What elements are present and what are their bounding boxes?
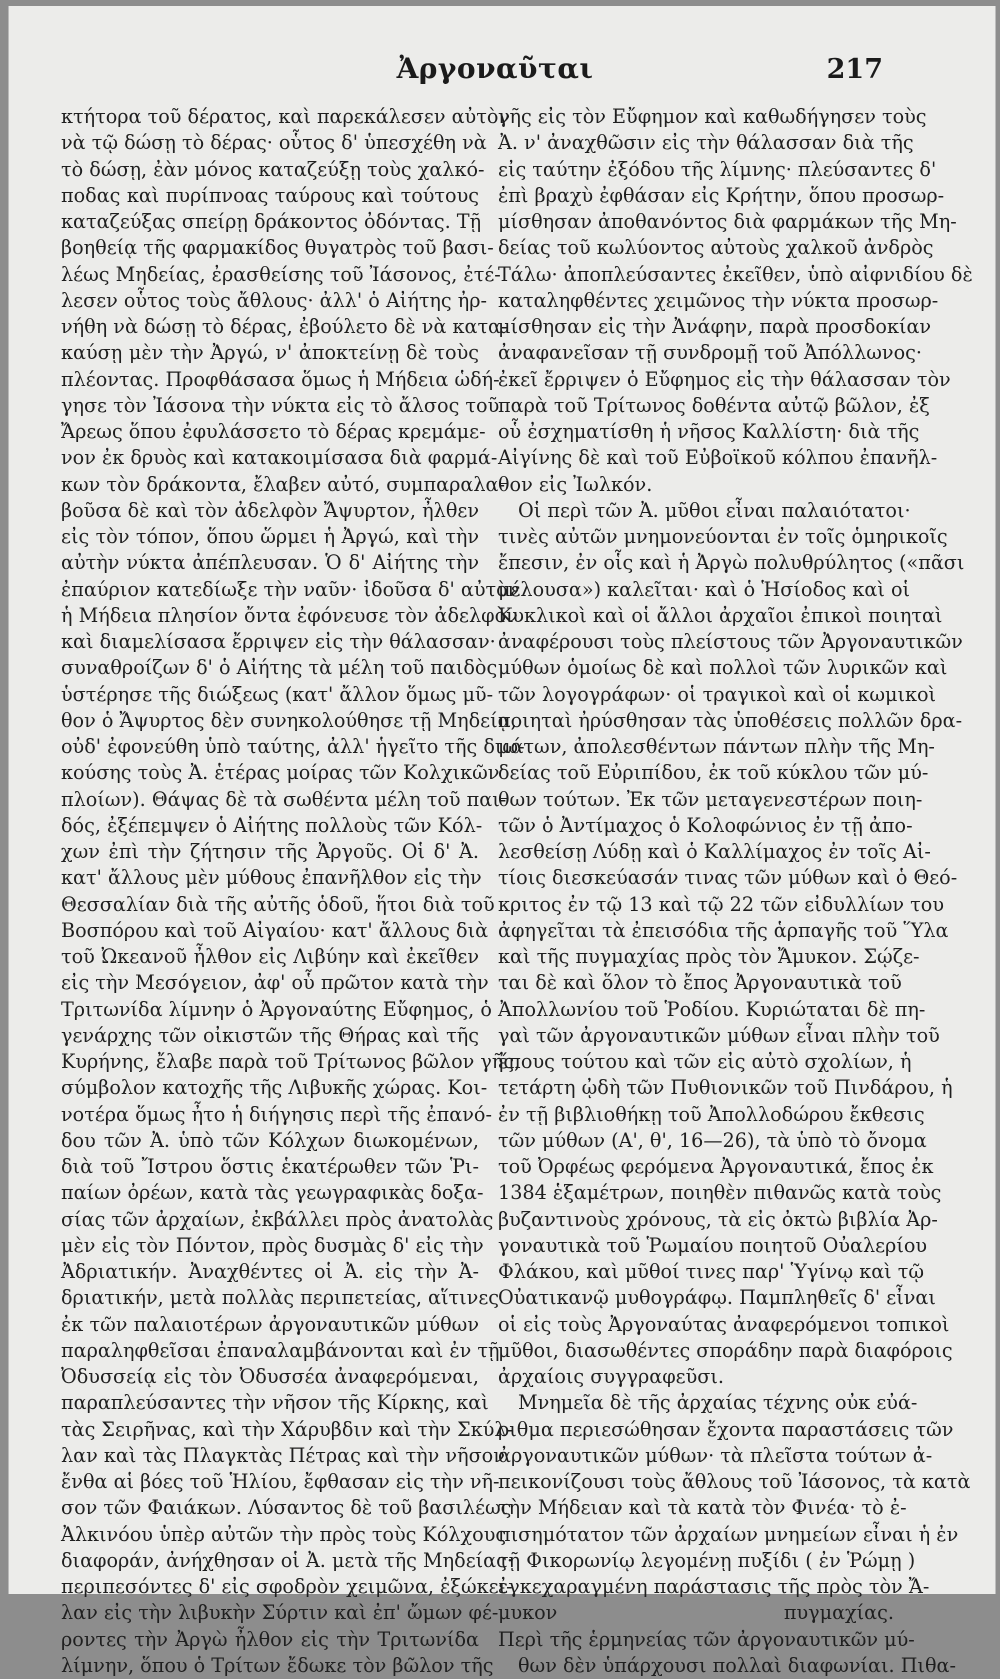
text-line: ἐν τῇ βιβλιοθήκῃ τοῦ Ἀπολλοδώρου ἔκθεσις <box>498 1102 925 1126</box>
text-line: δός, ἐξέπεμψεν ὁ Αἰήτης πολλοὺς τῶν Κόλ- <box>61 813 483 837</box>
text-line: πισημότατον τῶν ἀρχαίων μνημείων εἶναι ἡ ἐν <box>498 1522 959 1546</box>
text-line: τὰς Σειρῆνας, καὶ τὴν Χάρυβδιν καὶ τὴν Σκύλ- <box>61 1417 514 1441</box>
text-line: κατ' ἄλλους μὲν μύθους ἐπανῆλθον εἰς τὴν <box>61 866 482 890</box>
text-line: μάτων, ἀπολεσθέντων πάντων πλὴν τῆς Μη- <box>498 735 935 758</box>
text-line: Ἀπολλωνίου τοῦ Ῥοδίου. Κυριώταται δὲ πη- <box>498 997 926 1021</box>
text-line: Ἀλκινόου ὑπὲρ αὐτῶν τὴν πρὸς τοὺς Κόλχους <box>61 1522 507 1546</box>
text-line: διαφοράν, ἀνήχθησαν οἱ Ἀ. μετὰ τῆς Μηδείας· <box>61 1548 513 1572</box>
text-line: περιπεσόντες δ' εἰς σφοδρὸν χειμῶνα, ἐξώκει- <box>61 1575 513 1598</box>
text-line: μίσθησαν ἀποθανόντος διὰ φαρμάκων τῆς Μη- <box>498 210 957 233</box>
text-line: νοτέρα ὅμως ἦτο ἡ διήγησις περὶ τῆς ἐπανό- <box>61 1102 492 1126</box>
page-header <box>61 44 891 84</box>
text-line: συναθροίζων δ' ὁ Αἰήτης τὰ μέλη τοῦ παιδὸς <box>61 656 498 680</box>
text-line: λίμνην, ὅπου ὁ Τρίτων ἔδωκε τὸν βῶλον τῆς <box>61 1653 494 1677</box>
text-line: οἱ εἰς τοὺς Ἀργοναύτας ἀναφερόμενοι τοπικοὶ <box>498 1312 950 1336</box>
text-line: διὰ τοῦ Ἴστρου ὅστις ἑκατέρωθεν τῶν Ῥι- <box>61 1155 479 1178</box>
text-line: τῶν μύθων (Α', θ', 16—26), τὰ ὑπὸ τὸ ὄνομα <box>498 1128 927 1152</box>
text-line: τῇ Φικορωνίῳ λεγομένῃ πυξίδι ( ἐν Ῥώμῃ ) <box>498 1548 916 1572</box>
text-line: θων τούτων. Ἐκ τῶν μεταγενεστέρων ποιη- <box>498 787 923 811</box>
text-line: νον ἐκ δρυὸς καὶ κατακοιμίσασα διὰ φαρμά- <box>61 446 498 470</box>
text-line: σίας τῶν ἀρχαίων, ἐκβάλλει πρὸς ἀνατολὰς <box>61 1207 494 1231</box>
text-line: Τάλω· ἀποπλεύσαντες ἐκεῖθεν, ὑπὸ αἰφνιδίου δὲ <box>498 262 973 286</box>
text-line: Οἱ περὶ τῶν Ἀ. μῦθοι εἶναι παλαιότατοι· <box>518 498 911 522</box>
text-line: ἐπαύριον κατεδίωξε τὴν ναῦν· ἰδοῦσα δ' αὐτὸν <box>61 577 520 601</box>
right-text-column <box>498 104 973 1679</box>
text-line: εἰς ταύτην ἐξόδου τῆς λίμνης· πλεύσαντες δ' <box>498 157 937 181</box>
text-line: καύσῃ μὲν τὴν Ἀργώ, ν' ἀποκτείνῃ δὲ τοὺς <box>61 341 479 365</box>
page-number: 217 <box>826 54 883 85</box>
text-line: ριθμα περιεσώθησαν ἔχοντα παραστάσεις τῶν <box>498 1417 954 1441</box>
text-line: οὐδ' ἐφονεύθη ὑπὸ ταύτης, ἀλλ' ἡγεῖτο τῆς διω- <box>61 735 525 758</box>
text-line: λεσθείσῃ Λύδῃ καὶ ὁ Καλλίμαχος ἐν τοῖς Αἰ- <box>498 840 931 863</box>
text-line: ἐπὶ βραχὺ ἐφθάσαν εἰς Κρήτην, ὅπου προσωρ- <box>498 183 945 207</box>
text-line: γοναυτικὰ τοῦ Ῥωμαίου ποιητοῦ Οὐαλερίου <box>498 1233 928 1257</box>
text-line: Ὀδυσσείᾳ εἰς τὸν Ὀδυσσέα ἀναφερόμεναι, <box>61 1365 479 1388</box>
text-line: ἔπεσιν, ἐν οἷς καὶ ἡ Ἀργὼ πολυθρύλητος («πᾶσι <box>498 551 965 575</box>
text-line: πεικονίζουσι τοὺς ἄθλους τοῦ Ἰάσονος, τὰ κατὰ <box>498 1470 971 1493</box>
text-line: τῶν ὁ Ἀντίμαχος ὁ Κολοφώνιος ἐν τῇ ἀπο- <box>498 813 913 837</box>
text-line: τῶν λογογράφων· οἱ τραγικοὶ καὶ οἱ κωμικοὶ <box>498 682 937 706</box>
text-line: σύμβολον κατοχῆς τῆς Λιβυκῆς χώρας. Κοι- <box>61 1076 488 1100</box>
text-line: ἀργοναυτικῶν μύθων· τὰ πλεῖστα τούτων ἀ- <box>498 1443 933 1467</box>
text-line: δριατικήν, μετὰ πολλὰς περιπετείας, αἵτινες <box>61 1286 500 1310</box>
text-line: ἀναφανεῖσαν τῇ συνδρομῇ τοῦ Ἀπόλλωνος· <box>498 341 922 365</box>
text-line: παραληφθεῖσαι ἐπαναλαμβάνονται καὶ ἐν τῇ <box>61 1338 500 1362</box>
text-line: ποδας καὶ πυρίπνοας ταύρους καὶ τούτους <box>61 183 479 207</box>
column-gutter <box>484 104 485 1554</box>
text-line: τὸ δώσῃ, ἐὰν μόνος καταζεύξῃ τοὺς χαλκό- <box>61 157 485 181</box>
text-line: δείας τοῦ κωλύοντος αὐτοὺς χαλκοῦ ἀνδρὸς <box>498 236 934 260</box>
text-line: λαν καὶ τὰς Πλαγκτὰς Πέτρας καὶ τὴν νῆσον <box>61 1443 505 1467</box>
text-line: ἐγκεχαραγμένη παράστασις τῆς πρὸς τὸν Ἄ- <box>498 1575 930 1598</box>
text-line: 1384 ἑξαμέτρων, ποιηθὲν πιθανῶς κατὰ τοὺς <box>498 1181 942 1205</box>
text-line: Ἄρεως ὅπου ἐφυλάσσετο τὸ δέρας κρεμάμε- <box>61 420 486 443</box>
text-line: Φλάκου, καὶ μῦθοί τινες παρ' Ὑγίνῳ καὶ τῷ <box>498 1260 925 1283</box>
text-line: Περὶ τῆς ἑρμηνείας τῶν ἀργοναυτικῶν μύ- <box>498 1627 915 1651</box>
text-line: μίσθησαν εἰς τὴν Ἀνάφην, παρὰ προσδοκίαν <box>498 315 932 338</box>
text-line: Τριτωνίδα λίμνην ὁ Ἀργοναύτης Εὔφημος, ὁ <box>61 997 492 1021</box>
text-line: καὶ διαμελίσασα ἔρριψεν εἰς τὴν θάλασσαν· <box>61 630 496 653</box>
text-line: μυκον πυγμαχίας. <box>498 1601 894 1625</box>
text-line: εἰς τὴν Μεσόγειον, ἀφ' οὗ πρῶτον κατὰ τὴν <box>61 971 489 995</box>
text-line: κων τὸν δράκοντα, ἔλαβεν αὐτό, συμπαραλα- <box>61 472 505 496</box>
text-line: θον ὁ Ἄψυρτος δὲν συνηκολούθησε τῇ Μηδείᾳ, <box>61 708 517 732</box>
text-line: βυζαντινοὺς χρόνους, τὰ εἰς ὀκτὼ βιβλία Ἀρ- <box>498 1207 938 1231</box>
text-line: οὗ ἐσχηματίσθη ἡ νῆσος Καλλίστη· διὰ τῆς <box>498 420 920 443</box>
text-line: παίων ὀρέων, κατὰ τὰς γεωγραφικὰς δοξα- <box>61 1181 484 1205</box>
text-line: μῦθοι, διασωθέντες σποράδην παρὰ διαφόροις <box>498 1338 953 1362</box>
text-line: τοῦ Ὀρφέως φερόμενα Ἀργοναυτικά, ἔπος ἐκ <box>498 1155 934 1178</box>
left-text-column <box>61 104 525 1679</box>
text-line: εἰς τὸν τόπον, ὅπου ὥρμει ἡ Ἀργώ, καὶ τὴν <box>61 525 479 548</box>
text-line: παραπλεύσαντες τὴν νῆσον τῆς Κίρκης, καὶ <box>61 1391 489 1415</box>
text-line: πλέοντας. Προφθάσασα ὅμως ἡ Μήδεια ὡδή- <box>61 367 500 391</box>
text-line: κριτος ἐν τῷ 13 καὶ τῷ 22 τῶν εἰδυλλίων του <box>498 892 944 916</box>
text-line: λαν εἰς τὴν λιβυκὴν Σύρτιν καὶ ἐπ' ὤμων φέ- <box>61 1601 499 1625</box>
text-line: ἔνθα αἱ βόες τοῦ Ἡλίου, ἔφθασαν εἰς τὴν νῆ- <box>61 1470 500 1493</box>
text-line: καὶ τῆς πυγμαχίας πρὸς τὸν Ἄμυκον. Σῴζε- <box>498 945 920 968</box>
text-line: Κυρήνης, ἔλαβε παρὰ τοῦ Τρίτωνος βῶλον γῆς, <box>61 1050 521 1073</box>
text-line: βοηθείᾳ τῆς φαρμακίδος θυγατρὸς τοῦ βασι- <box>61 236 494 260</box>
text-line: θων δὲν ὑπάρχουσι πολλαὶ διαφωνίαι. Πιθα- <box>518 1653 956 1677</box>
text-line: τοῦ Ὠκεανοῦ ἦλθον εἰς Λιβύην καὶ ἐκεῖθεν <box>61 945 479 968</box>
text-line: ροντες τὴν Ἀργὼ ἦλθον εἰς τὴν Τριτωνίδα <box>61 1627 479 1651</box>
text-line: δείας τοῦ Εὐριπίδου, ἐκ τοῦ κύκλου τῶν μύ- <box>498 761 929 785</box>
text-line: γενάρχης τῶν οἰκιστῶν τῆς Θήρας καὶ τῆς <box>61 1023 479 1047</box>
text-line: γῆς εἰς τὸν Εὔφημον καὶ καθωδήγησεν τοὺς <box>498 105 927 128</box>
text-line: μέλουσα») καλεῖται· καὶ ὁ Ἡσίοδος καὶ οἱ <box>498 577 911 601</box>
text-line: ται δὲ καὶ ὅλον τὸ ἔπος Ἀργοναυτικὰ τοῦ <box>498 971 902 995</box>
text-line: Ἀ. ν' ἀναχθῶσιν εἰς τὴν θάλασσαν διὰ τῆς <box>498 131 914 155</box>
text-line: ἔπους τούτου καὶ τῶν εἰς αὐτὸ σχολίων, ἡ <box>498 1050 912 1073</box>
text-line: τινὲς αὐτῶν μνημονεύονται ἐν τοῖς ὁμηρικοῖς <box>498 525 948 548</box>
text-line: Οὐατικανῷ μυθογράφῳ. Παμπληθεῖς δ' εἶναι <box>498 1286 936 1310</box>
text-line: Θεσσαλίαν διὰ τῆς αὐτῆς ὁδοῦ, ἥτοι διὰ τοῦ <box>61 892 495 916</box>
text-line: τετάρτη ᾠδὴ τῶν Πυθιονικῶν τοῦ Πινδάρου, ἡ <box>498 1076 953 1100</box>
text-line: ἀφηγεῖται τὰ ἐπεισόδια τῆς ἁρπαγῆς τοῦ Ὕλα <box>498 918 949 942</box>
text-line: σον τῶν Φαιάκων. Λύσαντος δὲ τοῦ βασιλέως <box>61 1496 512 1520</box>
text-line: Μνημεῖα δὲ τῆς ἀρχαίας τέχνης οὐκ εὐά- <box>518 1391 918 1415</box>
text-line: χων ἐπὶ τὴν ζήτησιν τῆς Ἀργοῦς. Οἱ δ' Ἀ. <box>61 840 479 863</box>
text-line: μύθων ὁμοίως δὲ καὶ πολλοὶ τῶν λυρικῶν καὶ <box>498 656 948 680</box>
text-line: καταζεύξας σπείρῃ δράκοντος ὀδόντας. Τῇ <box>61 210 482 233</box>
text-line: πλοίων). Θάψας δὲ τὰ σωθέντα μέλη τοῦ παι- <box>61 787 507 811</box>
text-line: δου τῶν Ἀ. ὑπὸ τῶν Κόλχων διωκομένων, <box>61 1128 479 1152</box>
text-line: Αἰγίνης δὲ καὶ τοῦ Εὐβοϊκοῦ κόλπου ἐπανῆλ- <box>498 446 938 470</box>
text-line: κτήτορα τοῦ δέρατος, καὶ παρεκάλεσεν αὐτὸν <box>61 105 511 128</box>
text-line: λεσεν οὗτος τοὺς ἄθλους· ἀλλ' ὁ Αἰήτης ἠρ- <box>61 288 488 312</box>
text-line: ἀναφέρουσι τοὺς πλείστους τῶν Ἀργοναυτικῶν <box>498 630 963 653</box>
text-line: γαὶ τῶν ἀργοναυτικῶν μύθων εἶναι πλὴν τοῦ <box>498 1023 940 1047</box>
text-line: Κυκλικοὶ καὶ οἱ ἄλλοι ἀρχαῖοι ἐπικοὶ ποιηταὶ <box>498 603 943 627</box>
text-line: παρὰ τοῦ Τρίτωνος δοθέντα αὐτῷ βῶλον, ἐξ <box>498 393 930 417</box>
text-line: ποιηταὶ ἠρύσθησαν τὰς ὑποθέσεις πολλῶν δρα- <box>498 708 963 732</box>
text-line: γησε τὸν Ἰάσονα τὴν νύκτα εἰς τὸ ἄλσος τοῦ <box>61 393 500 417</box>
text-line: ὑστέρησε τῆς διώξεως (κατ' ἄλλον ὅμως μῦ- <box>61 682 494 706</box>
text-line: μὲν εἰς τὸν Πόντον, πρὸς δυσμὰς δ' εἰς τὴν <box>61 1233 484 1257</box>
text-line: ἐκεῖ ἔρριψεν ὁ Εὔφημος εἰς τὴν θάλασσαν τὸν <box>498 367 951 391</box>
text-line: θον εἰς Ἰωλκόν. <box>498 472 653 496</box>
running-title: Ἀργοναῦται <box>396 52 594 85</box>
text-line: ἡ Μήδεια πλησίον ὄντα ἐφόνευσε τὸν ἀδελφὸν <box>61 603 518 627</box>
text-line: ἀρχαίοις συγγραφεῦσι. <box>498 1365 724 1388</box>
text-line: νὰ τῷ δώσῃ τὸ δέρας· οὗτος δ' ὑπεσχέθη νὰ <box>61 131 487 155</box>
text-line: κούσης τοὺς Ἀ. ἑτέρας μοίρας τῶν Κολχικῶν <box>61 761 500 785</box>
text-line: καταληφθέντες χειμῶνος τὴν νύκτα προσωρ- <box>498 288 939 312</box>
text-line: τὴν Μήδειαν καὶ τὰ κατὰ τὸν Φινέα· τὸ ἐ- <box>498 1496 907 1520</box>
book-page <box>8 6 996 1677</box>
text-line: ἐκ τῶν παλαιοτέρων ἀργοναυτικῶν μύθων <box>61 1312 479 1336</box>
text-line: νήθη νὰ δώσῃ τὸ δέρας, ἐβούλετο δὲ νὰ κατα- <box>61 315 508 338</box>
text-line: Ἀδριατικήν. Ἀναχθέντες οἱ Ἀ. εἰς τὴν Ἀ- <box>61 1260 479 1283</box>
text-line: βοῦσα δὲ καὶ τὸν ἀδελφὸν Ἄψυρτον, ἦλθεν <box>61 498 479 522</box>
text-line: Βοσπόρου καὶ τοῦ Αἰγαίου· κατ' ἄλλους διὰ <box>61 918 489 942</box>
text-line: τίοις διεσκεύασάν τινας τῶν μύθων καὶ ὁ Θεό- <box>498 866 958 890</box>
text-line: αὐτὴν νύκτα ἀπέπλευσαν. Ὁ δ' Αἰήτης τὴν <box>61 551 479 575</box>
text-line: λέως Μηδείας, ἐρασθείσης τοῦ Ἰάσονος, ἐτέ- <box>61 262 501 286</box>
